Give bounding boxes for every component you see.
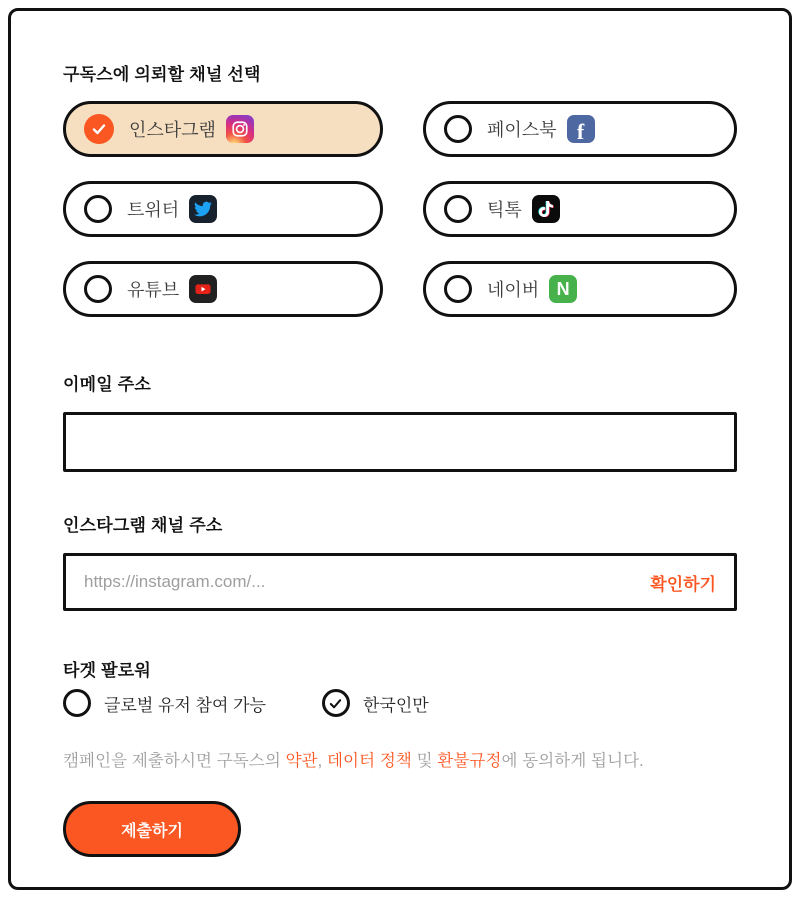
instagram-icon [226,115,254,143]
radio-indicator [444,275,472,303]
channel-label: 인스타그램 [129,120,216,140]
channel-url-field-group [63,511,737,611]
channel-label: 유튜브 [127,280,180,300]
refund-policy-link[interactable]: 환불규정 [437,752,502,770]
target-followers-group [63,656,737,717]
email-input-box [63,412,737,472]
radio-indicator [84,275,112,303]
form-content [11,11,789,857]
channel-option-tiktok[interactable] [423,181,737,237]
channel-option-twitter[interactable] [63,181,383,237]
radio-indicator [444,195,472,223]
channel-label: 페이스북 [487,120,557,140]
radio-indicator [84,195,112,223]
channel-url-label: 인스타그램 채널 주소 [63,516,223,535]
target-option-global[interactable] [63,689,266,717]
email-input[interactable] [84,432,716,452]
channel-grid [63,101,737,317]
channel-section-title: 구독스에 의뢰할 채널 선택 [63,65,261,84]
disclaimer-text: 에 동의하게 됩니다. [501,752,644,770]
form-panel [8,8,792,890]
channel-option-instagram[interactable] [63,101,383,157]
channel-option-facebook[interactable] [423,101,737,157]
check-icon [91,121,107,137]
youtube-icon [189,275,217,303]
target-option-korean-only[interactable] [322,689,429,717]
checked-radio-indicator [322,689,350,717]
naver-icon: N [549,275,577,303]
verify-button[interactable]: 확인하기 [650,570,716,595]
check-icon [328,696,343,711]
channel-url-input[interactable] [84,572,650,592]
disclaimer-text: 캠페인을 제출하시면 구독스의 [63,752,286,770]
channel-url-input-box [63,553,737,611]
channel-option-naver[interactable] [423,261,737,317]
submit-button[interactable]: 제출하기 [63,801,241,857]
email-field-group [63,370,737,472]
disclaimer-text: 및 [411,752,438,770]
terms-link[interactable]: 약관 [285,752,318,770]
disclaimer-text: , [317,752,328,770]
target-followers-label: 타겟 팔로워 [63,661,152,680]
channel-option-youtube[interactable] [63,261,383,317]
target-options-row [63,689,737,717]
radio-indicator [444,115,472,143]
channel-label: 틱톡 [487,200,522,220]
channel-label: 트위터 [127,200,180,220]
terms-disclaimer [63,747,737,771]
twitter-icon [189,195,217,223]
tiktok-icon [532,195,560,223]
facebook-icon: f [567,115,595,143]
target-option-label: 한국인만 [362,695,429,715]
data-policy-link[interactable]: 데이터 정책 [327,752,412,770]
target-option-label: 글로벌 유저 참여 가능 [104,695,266,715]
radio-indicator [63,689,91,717]
email-label: 이메일 주소 [63,375,152,394]
checked-indicator [84,114,114,144]
channel-label: 네이버 [487,280,540,300]
